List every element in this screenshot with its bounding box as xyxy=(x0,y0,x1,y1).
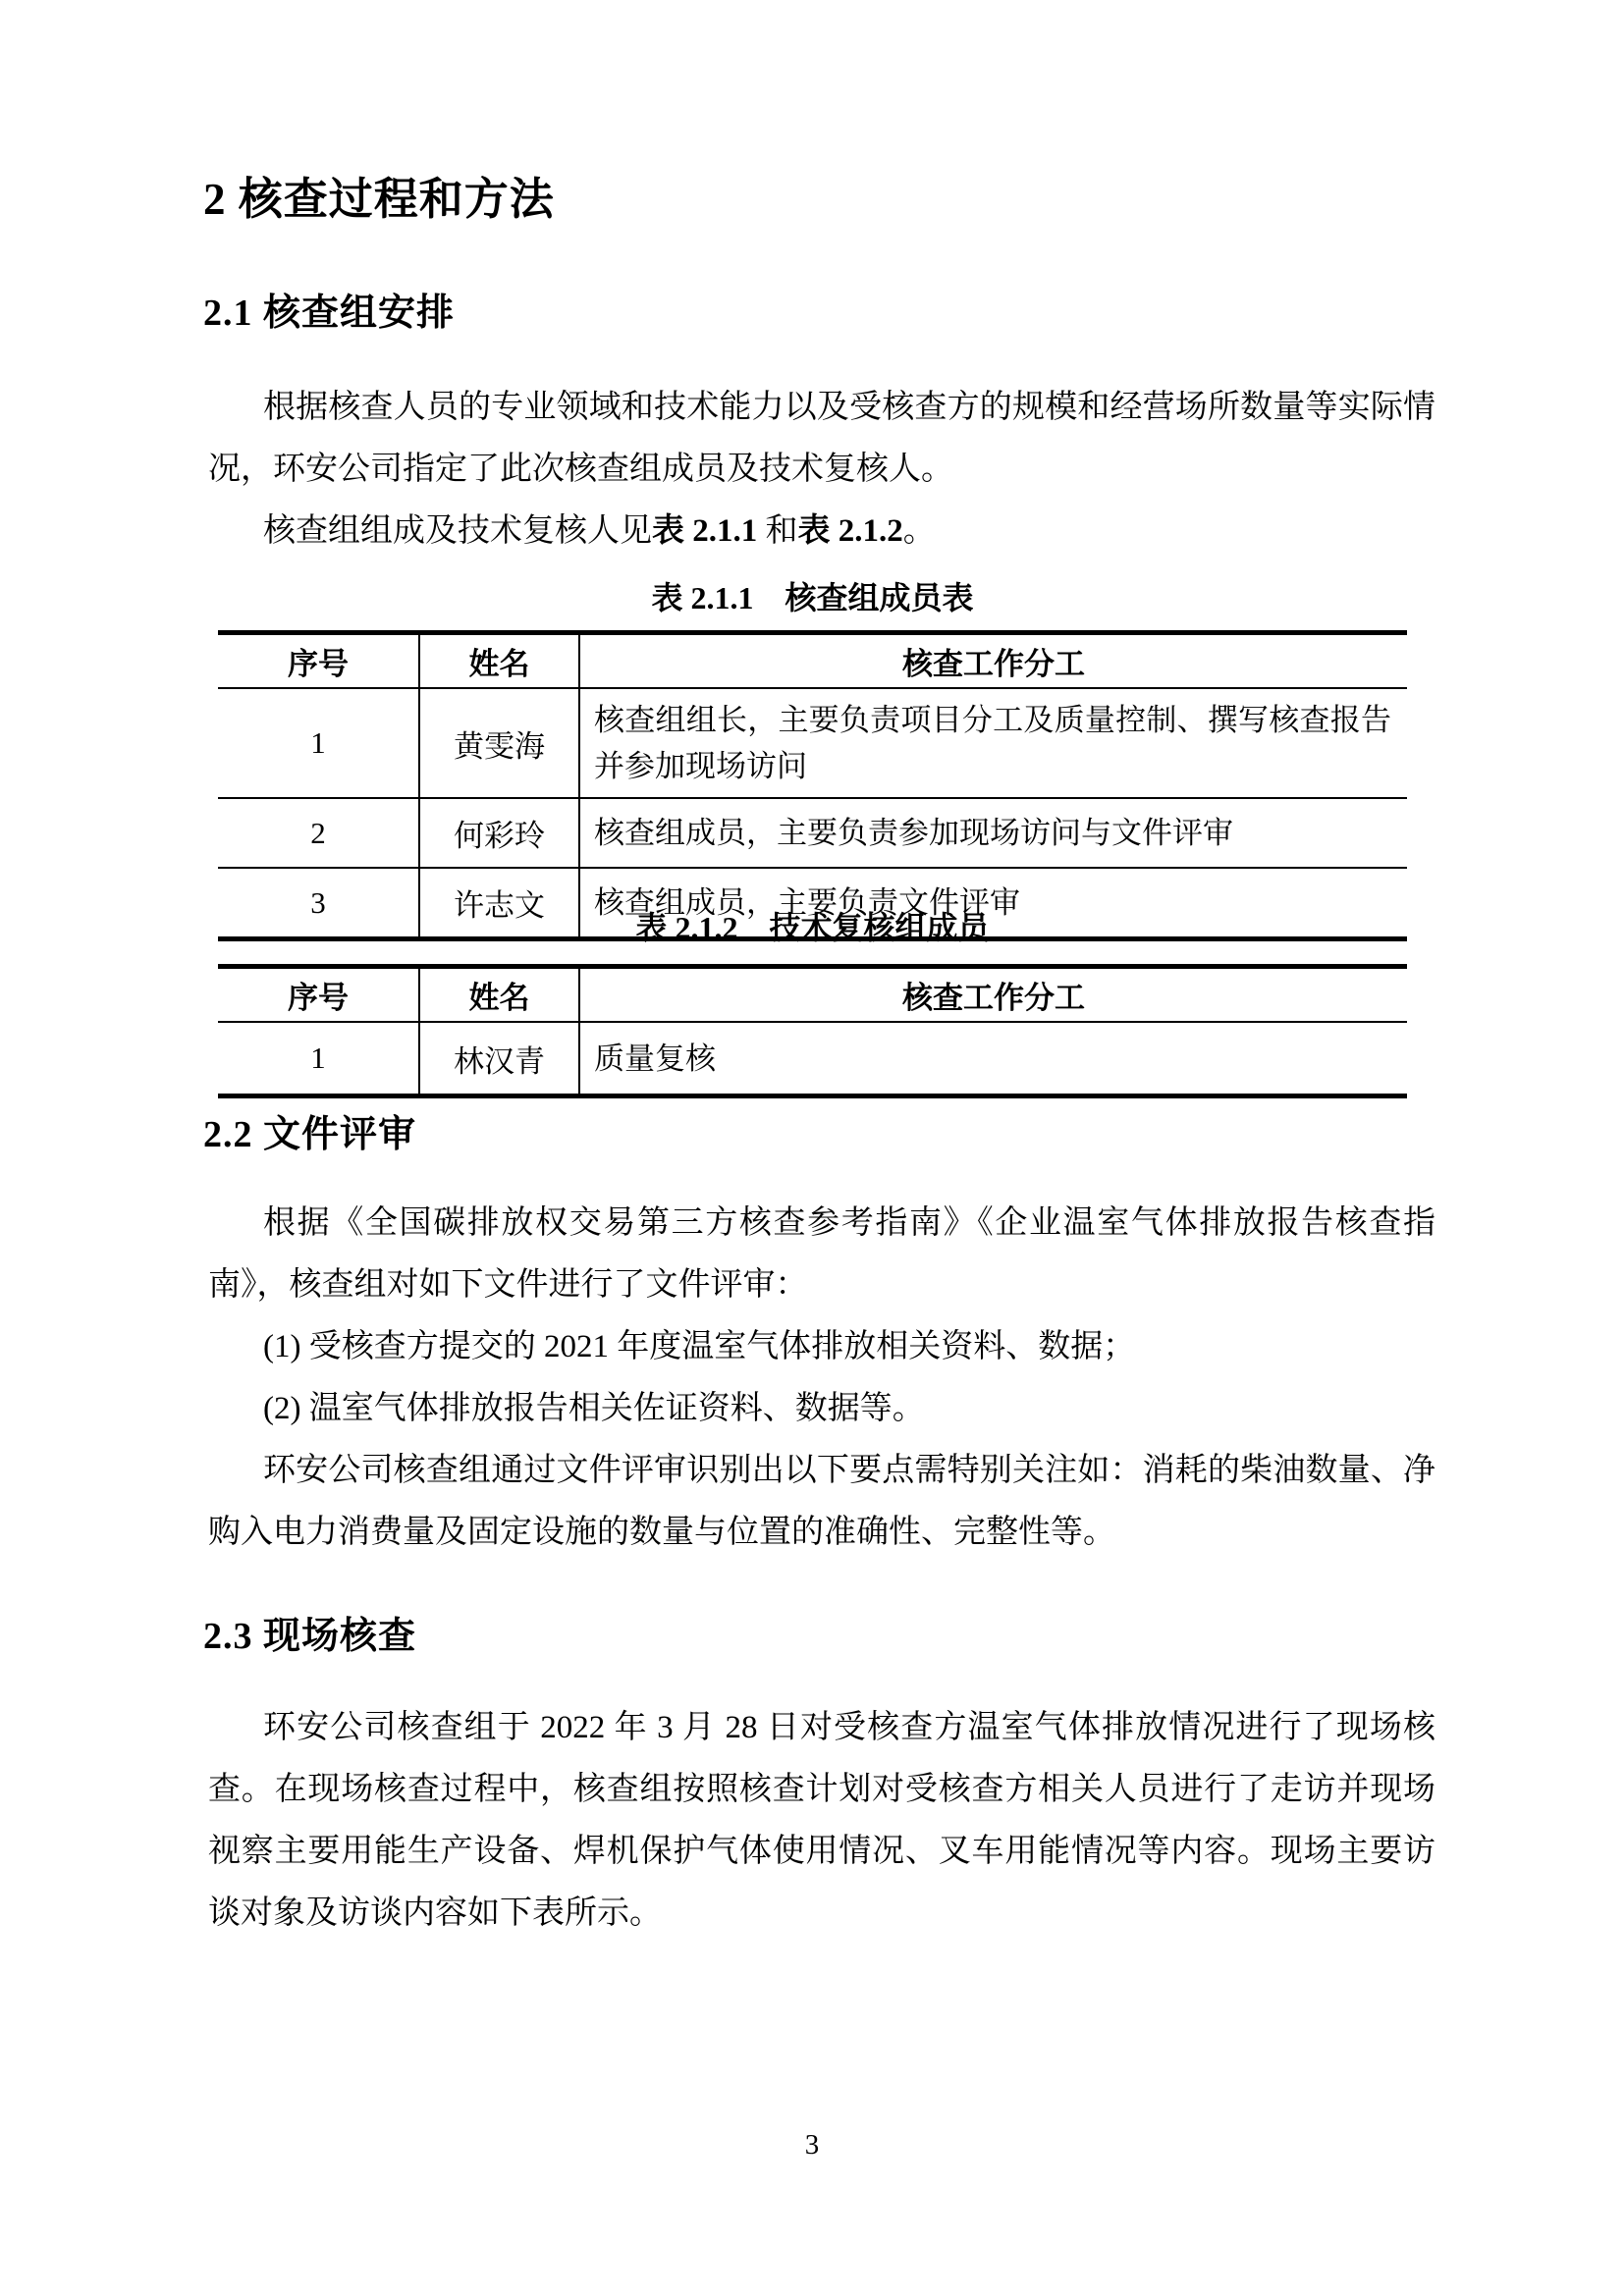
table-row xyxy=(218,688,1407,798)
chapter-heading: 2 核查过程和方法 xyxy=(203,175,555,224)
paragraph: 环安公司核查组通过文件评审识别出以下要点需特别关注如：消耗的柴油数量、净购入电力消费量及固定设施的数量与位置的准确性、完整性等。 xyxy=(208,1453,1435,1550)
paragraph: 根据《全国碳排放权交易第三方核查参考指南》《企业温室气体排放报告核查指南》，核查组对如下文件进行了文件评审： xyxy=(208,1205,1435,1303)
table-row xyxy=(218,798,1407,868)
table-header-row xyxy=(218,967,1407,1023)
page-number: 3 xyxy=(804,2129,820,2161)
paragraph: 根据核查人员的专业领域和技术能力以及受核查方的规模和经营场所数量等实际情况，环安公司指定了此次核查组成员及技术复核人。 xyxy=(208,390,1435,487)
table-ref-2-1-1: 表 2.1.1 xyxy=(652,513,758,549)
table-2-1-1-caption: 表 2.1.1 核查组成员表 xyxy=(651,580,974,615)
cell-no: 1 xyxy=(310,1041,326,1075)
cell-name: 林汉青 xyxy=(419,1022,579,1096)
column-header-duty: 核查工作分工 xyxy=(579,633,1407,689)
section-heading-2-3: 2.3 现场核查 xyxy=(203,1616,417,1657)
table-2-1-2-reviewers xyxy=(218,964,1407,1098)
table-2-1-2-caption: 表 2.1.2 技术复核组成员 xyxy=(635,910,990,945)
list-item-2: (2) 温室气体排放报告相关佐证资料、数据等。 xyxy=(263,1391,925,1426)
section-heading-2-2: 2.2 文件评审 xyxy=(203,1114,417,1155)
cell-no: 1 xyxy=(218,688,419,798)
column-header-name: 姓名 xyxy=(419,967,579,1023)
paragraph: 环安公司核查组于 2022 年 3 月 28 日对受核查方温室气体排放情况进行了现场核查。在现场核查过程中，核查组按照核查计划对受核查方相关人员进行了走访并现场视察主要用能生产设备、焊机保护气体使用情况、叉车用能情况等内容。现场主要访谈对象及访谈内容如下表所示。 xyxy=(208,1710,1435,1931)
section-heading-2-1: 2.1 核查组安排 xyxy=(203,293,456,334)
cell-duty: 核查组成员，主要负责参加现场访问与文件评审 xyxy=(579,798,1407,868)
section-2-3-body xyxy=(208,1697,1435,1945)
cell-duty: 核查组成员，主要负责文件评审 xyxy=(579,868,1407,939)
section-2-2-body xyxy=(208,1193,1435,1564)
table-row xyxy=(218,1022,1407,1096)
paragraph xyxy=(208,501,1435,562)
section-2-1-body xyxy=(208,377,1435,562)
column-header-duty: 核查工作分工 xyxy=(579,967,1407,1023)
cell-duty: 质量复核 xyxy=(579,1022,1407,1096)
column-header-name: 姓名 xyxy=(419,633,579,689)
cell-no: 2 xyxy=(218,798,419,868)
text-run: 核查组组成及技术复核人见 xyxy=(263,513,652,549)
cell-name: 许志文 xyxy=(419,868,579,939)
text-run: 。 xyxy=(902,513,936,549)
text-run: 和 xyxy=(757,513,798,549)
cell-name: 黄雯海 xyxy=(419,688,579,798)
column-header-no: 序号 xyxy=(218,967,419,1023)
cell-name: 何彩玲 xyxy=(419,798,579,868)
table-header-row xyxy=(218,633,1407,689)
column-header-no: 序号 xyxy=(218,633,419,689)
table-ref-2-1-2: 表 2.1.2 xyxy=(797,513,903,549)
cell-duty: 核查组组长，主要负责项目分工及质量控制、撰写核查报告并参加现场访问 xyxy=(579,688,1407,798)
list-item-1: (1) 受核查方提交的 2021 年度温室气体排放相关资料、数据； xyxy=(263,1329,1136,1364)
table-2-1-1-members xyxy=(218,630,1407,941)
cell-no: 3 xyxy=(310,884,326,920)
